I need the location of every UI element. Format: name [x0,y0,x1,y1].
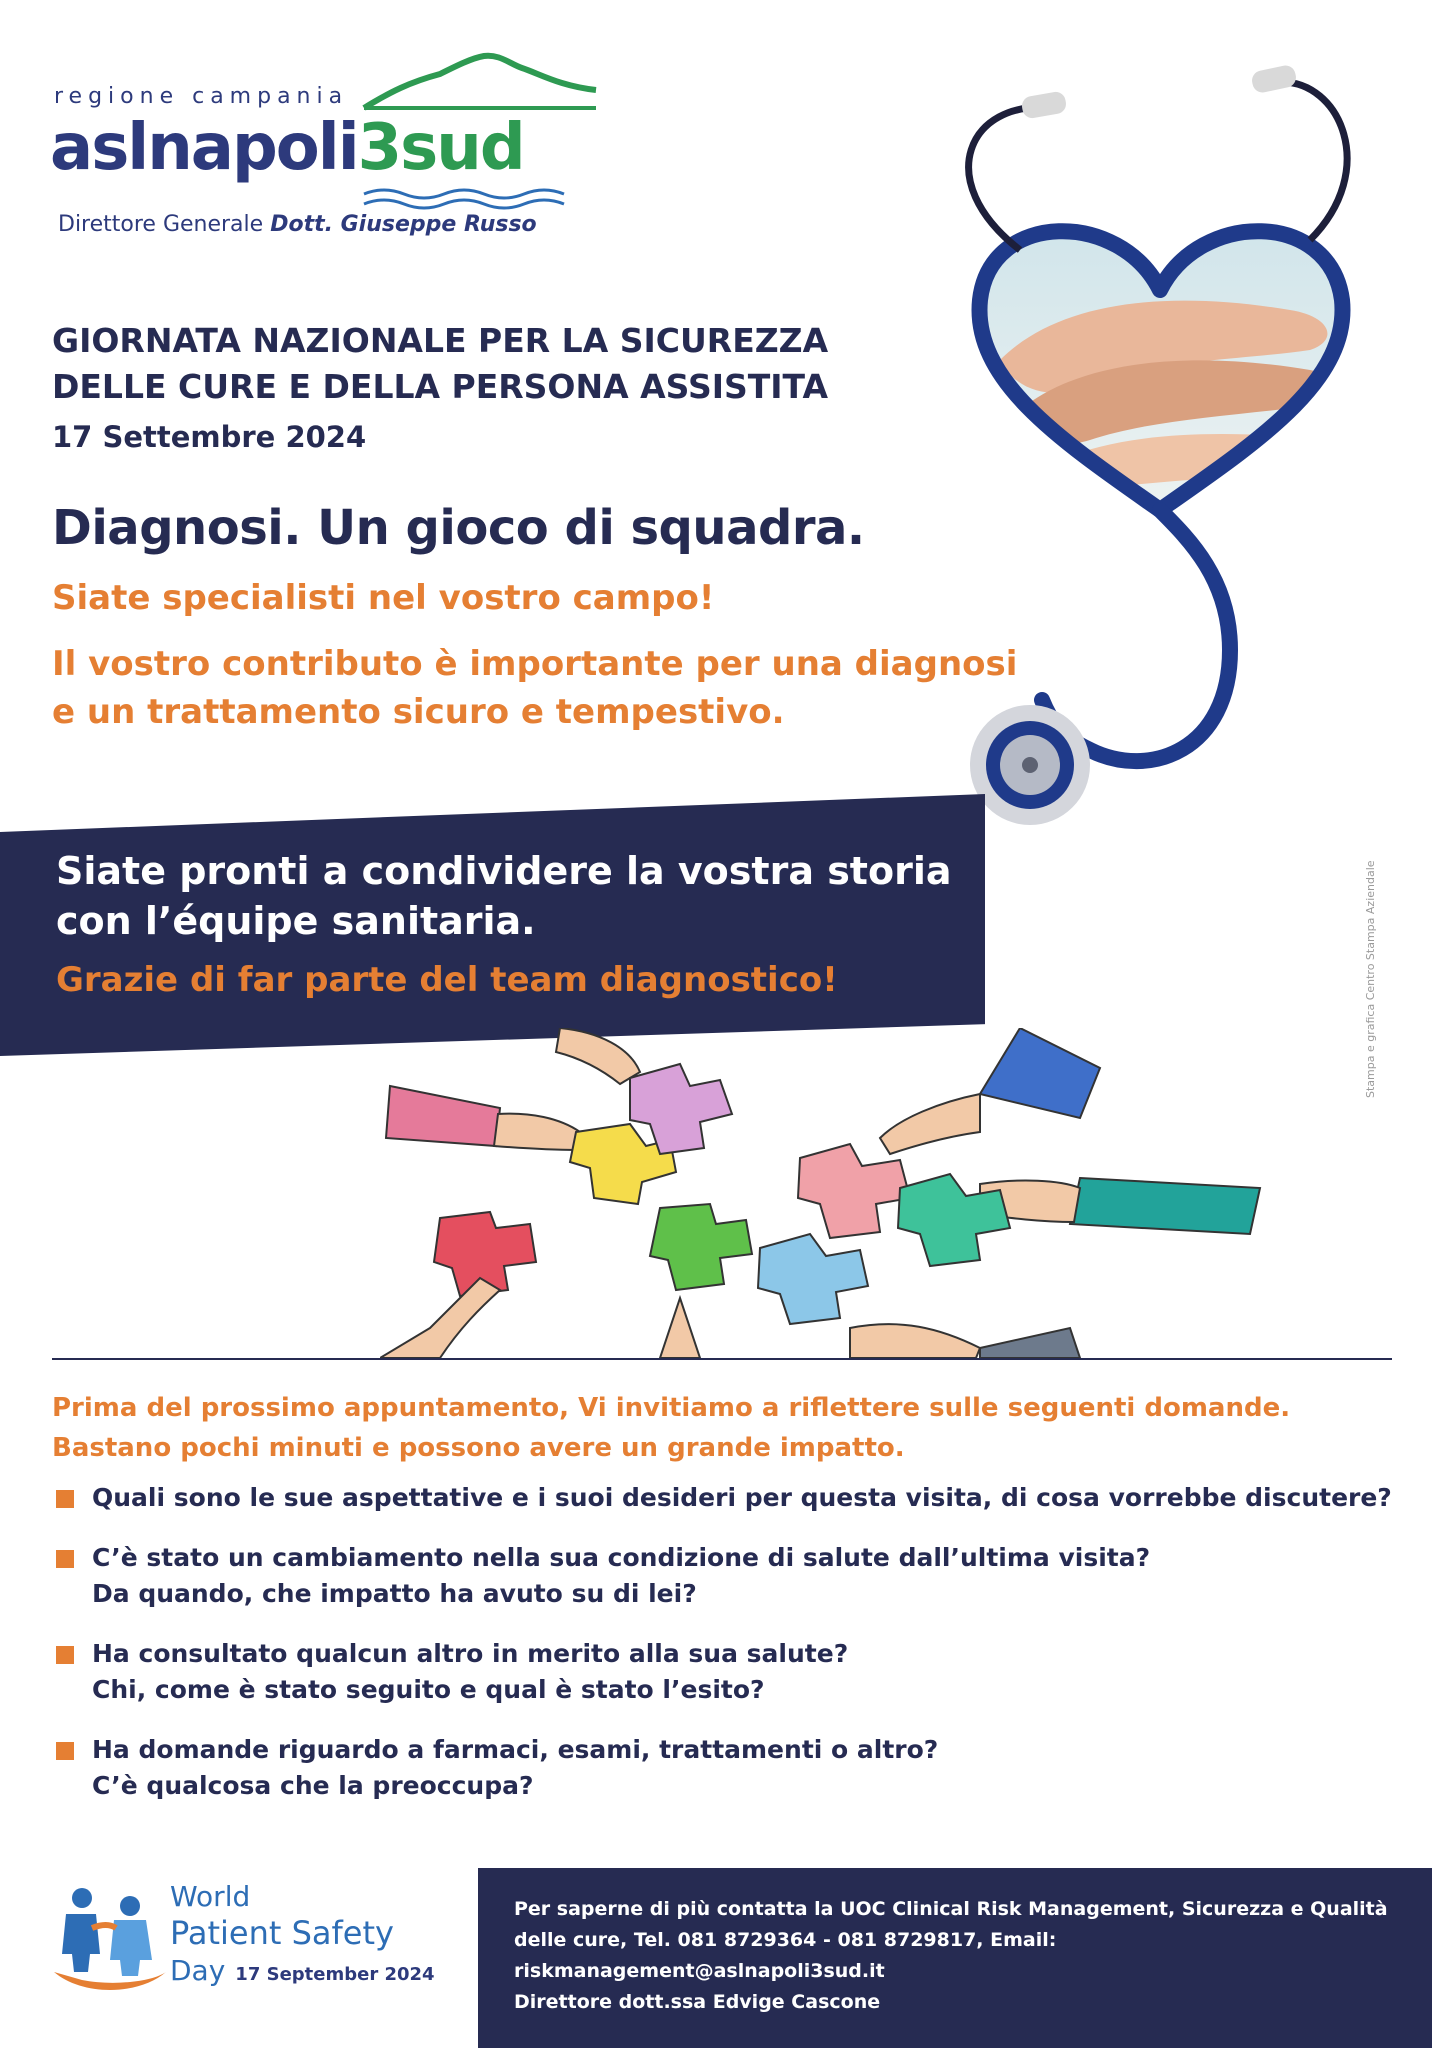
asl-logo [50,52,570,242]
intro-line-2: Bastano pochi minuti e possono avere un grande impatto. [52,1433,905,1463]
question-line: C’è qualcosa che la preoccupa? [92,1771,534,1800]
wpsd-date: 17 September 2024 [235,1964,435,1985]
question-item [56,1480,1406,1516]
band-line-2: con l’équipe sanitaria. [56,899,536,943]
square-bullet-icon [56,1550,74,1568]
event-headline [52,318,912,410]
stethoscope-heart-icon [910,60,1380,840]
question-item [56,1636,1406,1708]
mountain-logo-icon [360,52,600,112]
logo-director-name: Dott. Giuseppe Russo [270,212,537,237]
wpsd-wordmark [170,1880,435,1990]
band-message [56,846,976,946]
band-thanks: Grazie di far parte del team diagnostico! [56,960,838,1000]
logo-region-text: regione campania [54,84,349,109]
wpsd-day: Day [170,1954,226,1987]
question-line: C’è stato un cambiamento nella sua condizione di salute dall’ultima visita? [92,1543,1151,1572]
question-line: Ha domande riguardo a farmaci, esami, trattamenti o altro? [92,1735,939,1764]
patient-safety-logo-icon [52,1884,168,1996]
logo-director-prefix: Direttore Generale [58,212,271,237]
contact-line-2: delle cure, Tel. 081 8729364 - 081 8729817, Email: riskmanagement@aslnapoli3sud.it [514,1929,1057,1982]
wave-logo-icon [360,188,600,210]
event-date: 17 Settembre 2024 [52,420,367,454]
intro-line-1: Prima del prossimo appuntamento, Vi invitiamo a riflettere sulle seguenti domande. [52,1393,1291,1423]
contact-line-3: Direttore dott.ssa Edvige Cascone [514,1991,881,2013]
logo-wordmark [50,108,524,188]
print-credit: Stampa e grafica Centro Stampa Aziendale [1364,860,1377,1098]
wpsd-world: World [170,1880,251,1913]
logo-director-line [58,212,537,237]
logo-wordmark-part1: aslnapoli [50,111,358,185]
band-line-1: Siate pronti a condividere la vostra storia [56,849,952,893]
contact-line-1: Per saperne di più contatta la UOC Clinical Risk Management, Sicurezza e Qualità [514,1898,1388,1920]
subtitle-specialists: Siate specialisti nel vostro campo! [52,578,715,618]
section-divider [52,1358,1392,1360]
wpsd-patient-safety: Patient Safety [170,1914,394,1952]
subtitle-contribution-line-1: Il vostro contributo è importante per una diagnosi [52,644,1018,684]
question-item [56,1540,1406,1612]
puzzle-hands-icon [380,1028,1280,1358]
question-line: Da quando, che impatto ha avuto su di lei? [92,1579,697,1608]
intro-text [52,1388,1392,1468]
question-line: Quali sono le sue aspettative e i suoi desideri per questa visita, di cosa vorrebbe discutere? [92,1483,1392,1512]
question-line: Ha consultato qualcun altro in merito alla sua salute? [92,1639,849,1668]
tagline: Diagnosi. Un gioco di squadra. [52,500,865,556]
headline-line-1: GIORNATA NAZIONALE PER LA SICUREZZA [52,321,829,360]
question-item [56,1732,1406,1804]
square-bullet-icon [56,1742,74,1760]
question-line: Chi, come è stato seguito e qual è stato l’esito? [92,1675,765,1704]
world-patient-safety-day-logo [52,1880,472,2010]
square-bullet-icon [56,1490,74,1508]
logo-wordmark-part2: 3sud [357,111,524,185]
subtitle-contribution-line-2: e un trattamento sicuro e tempestivo. [52,692,785,732]
square-bullet-icon [56,1646,74,1664]
headline-line-2: DELLE CURE E DELLA PERSONA ASSISTITA [52,367,829,406]
contact-box [478,1868,1432,2048]
question-list [56,1480,1406,1828]
